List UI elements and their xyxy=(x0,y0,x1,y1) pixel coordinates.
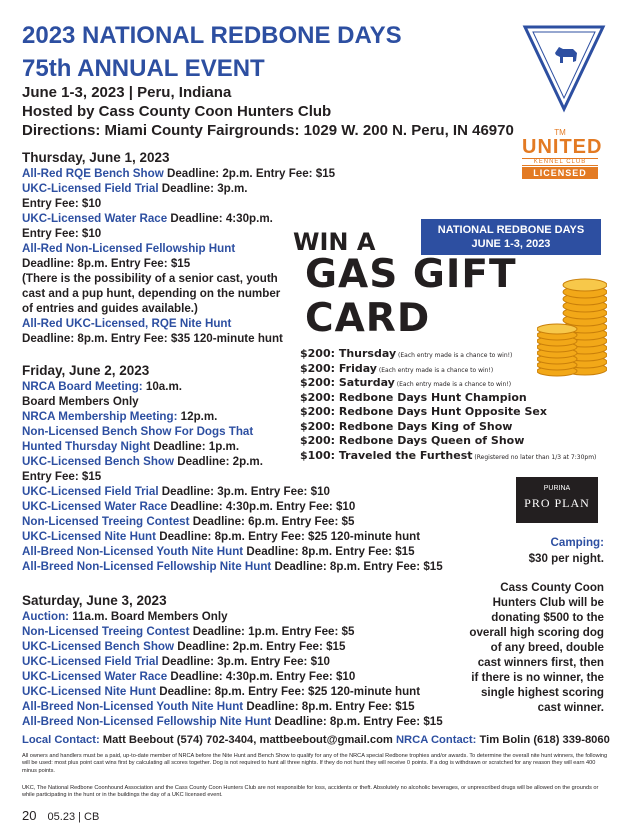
event-name: UKC-Licensed Bench Show xyxy=(22,640,175,653)
event-name: UKC-Licensed Field Trial xyxy=(22,182,159,195)
event-name: All-Breed Non-Licensed Fellowship Nite Hunt xyxy=(22,560,272,573)
donation-line: single highest scoring xyxy=(480,686,604,699)
donation-note xyxy=(443,580,604,715)
prize-note: (Registered no later than 1/3 at 7:30pm) xyxy=(472,453,597,461)
donation-line: donating $500 to the xyxy=(491,611,604,624)
ukc-tm: TM xyxy=(554,128,566,137)
event-details: Deadline: 8p.m. Entry Fee: $15 xyxy=(22,257,191,270)
event-line xyxy=(22,181,335,196)
prize-note: (Each entry made is a chance to win!) xyxy=(394,381,512,388)
event-line xyxy=(22,669,443,684)
thursday-heading: Thursday, June 1, 2023 xyxy=(22,150,170,165)
donation-line: Cass County Coon xyxy=(500,581,604,594)
event-line xyxy=(22,196,335,211)
event-details: Deadline: 4:30p.m. Entry Fee: $10 xyxy=(167,670,356,683)
local-contact-value: Matt Beebout (574) 702-3404, mattbeebout@gmail.com xyxy=(99,734,396,746)
prize-item xyxy=(300,434,524,448)
nrca-logo xyxy=(522,23,606,113)
event-name: All-Red Non-Licensed Fellowship Hunt xyxy=(22,242,236,255)
donation-line: of any breed, double xyxy=(490,641,604,654)
event-details: 12p.m. xyxy=(177,410,218,423)
directions: Directions: Miami County Fairgrounds: 1029 W. 200 N. Peru, IN 46970 xyxy=(22,122,514,139)
ad-gas-gift-card xyxy=(305,253,517,341)
pro-plan-text: PRO PLAN xyxy=(524,496,590,510)
event-name: NRCA Membership Meeting: xyxy=(22,410,178,423)
nrca-contact-label: NRCA Contact: xyxy=(395,734,477,746)
coin-stack-icon xyxy=(537,277,607,377)
event-name: Non-Licensed Bench Show For Dogs That xyxy=(22,425,254,438)
event-name: UKC-Licensed Field Trial xyxy=(22,485,159,498)
event-line xyxy=(22,544,443,559)
event-details: Entry Fee: $15 xyxy=(22,470,102,483)
title-line-2: 75th ANNUAL EVENT xyxy=(22,55,265,82)
event-line xyxy=(22,609,443,624)
ukc-united: UNITED xyxy=(522,136,603,158)
event-details: Deadline: 2p.m. Entry Fee: $15 xyxy=(163,167,336,180)
contact-line xyxy=(22,734,610,746)
hosted-by: Hosted by Cass County Coon Hunters Club xyxy=(22,103,332,120)
event-details: Deadline: 8p.m. Entry Fee: $25 120-minute hunt xyxy=(155,530,421,543)
prize-item xyxy=(300,391,527,405)
page-footer xyxy=(22,808,99,823)
friday-heading: Friday, June 2, 2023 xyxy=(22,363,150,378)
donation-line: cast winner. xyxy=(537,701,604,714)
event-details: Deadline: 1p.m. xyxy=(150,440,240,453)
event-details: 10a.m. xyxy=(142,380,182,393)
event-details: Deadline: 8p.m. Entry Fee: $35 120-minute hunt xyxy=(22,332,283,345)
ukc-kennel-club: KENNEL CLUB xyxy=(522,158,598,166)
prize-text: $200: Redbone Days Hunt Opposite Sex xyxy=(300,405,547,418)
event-details: Deadline: 2p.m. xyxy=(174,455,263,468)
event-details: Deadline: 8p.m. Entry Fee: $25 120-minute hunt xyxy=(155,685,421,698)
donation-line: overall high scoring dog xyxy=(469,626,604,639)
ad-gas-line-1: GAS GIFT xyxy=(305,252,517,297)
event-name: UKC-Licensed Field Trial xyxy=(22,655,159,668)
event-details: Deadline: 3p.m. xyxy=(158,182,248,195)
event-name: UKC-Licensed Nite Hunt xyxy=(22,530,156,543)
event-line xyxy=(22,624,443,639)
local-contact-label: Local Contact: xyxy=(22,734,100,746)
event-details: Deadline: 8p.m. Entry Fee: $15 xyxy=(243,700,415,713)
event-name: UKC-Licensed Bench Show xyxy=(22,455,175,468)
event-details: Deadline: 3p.m. Entry Fee: $10 xyxy=(158,655,330,668)
event-details: Entry Fee: $10 xyxy=(22,197,102,210)
event-line xyxy=(22,639,443,654)
prize-text: $200: Saturday xyxy=(300,376,395,389)
event-line xyxy=(22,469,443,484)
gas-gift-card-ad xyxy=(287,215,605,465)
event-line xyxy=(22,559,443,574)
event-details: Deadline: 8p.m. Entry Fee: $15 xyxy=(243,545,415,558)
donation-line: cast winners first, then xyxy=(477,656,604,669)
event-details: Deadline: 2p.m. Entry Fee: $15 xyxy=(174,640,346,653)
prize-text: $200: Thursday xyxy=(300,347,397,360)
camping-price: $30 per night. xyxy=(528,552,604,565)
title-line-1: 2023 NATIONAL REDBONE DAYS xyxy=(22,22,402,49)
nrca-contact-value: Tim Bolin (618) 339-8060 xyxy=(476,734,610,746)
event-line xyxy=(22,684,443,699)
event-details: of entries and guides available.) xyxy=(22,302,198,315)
event-line xyxy=(22,714,443,729)
prize-item xyxy=(300,449,596,465)
ad-banner-line-2: JUNE 1-3, 2023 xyxy=(471,238,551,250)
event-details: Deadline: 8p.m. Entry Fee: $15 xyxy=(271,560,443,573)
fine-print-rules: All owners and handlers must be a paid, up-to-date member of NRCA before the Nite Hunt and Bench Show to qualify for any of the NRCA special Redbone trophies and/or awards. To determine the overall nite hunt winners, the following will be used: most plus point cast wins first by calculating all scores together. Dog is not required to hunt all three nights. If they do not hunt they will receive 0 points. If a dog is withdrawn or scratched for any reason they will earn 400 minus points. xyxy=(22,753,608,774)
event-name: All-Red RQE Bench Show xyxy=(22,167,164,180)
ukc-licensed: LICENSED xyxy=(522,167,598,179)
event-name: All-Breed Non-Licensed Youth Nite Hunt xyxy=(22,700,244,713)
prize-note: (Each entry made is a chance to win!) xyxy=(376,366,494,374)
event-details: Deadline: 4:30p.m. xyxy=(167,212,273,225)
prize-text: $200: Friday xyxy=(300,361,377,375)
event-details: Entry Fee: $10 xyxy=(22,227,102,240)
footer-info: 05.23 | CB xyxy=(47,811,100,823)
event-line xyxy=(22,529,443,544)
event-details: Deadline: 1p.m. Entry Fee: $5 xyxy=(189,625,355,638)
event-details: Deadline: 6p.m. Entry Fee: $5 xyxy=(189,515,355,528)
event-line xyxy=(22,484,443,499)
donation-line: if there is no winner, the xyxy=(471,671,604,684)
prize-item xyxy=(300,405,547,419)
event-line xyxy=(22,654,443,669)
event-details: Deadline: 3p.m. Entry Fee: $10 xyxy=(158,485,330,498)
page-number: 20 xyxy=(22,808,37,823)
saturday-events xyxy=(22,609,443,729)
event-name: All-Breed Non-Licensed Fellowship Nite Hunt xyxy=(22,715,272,728)
event-line xyxy=(22,699,443,714)
event-line xyxy=(22,166,335,181)
event-name: UKC-Licensed Water Race xyxy=(22,212,168,225)
event-line xyxy=(22,514,443,529)
purina-text: PURINA xyxy=(543,485,571,492)
event-details: Deadline: 4:30p.m. Entry Fee: $10 xyxy=(167,500,356,513)
ad-banner xyxy=(421,219,601,255)
prize-text: $200: Redbone Days King of Show xyxy=(300,419,513,433)
event-details: cast and a pup hunt, depending on the number xyxy=(22,287,281,300)
event-details: (There is the possibility of a senior cast, youth xyxy=(22,272,278,285)
camping-label xyxy=(551,535,604,550)
event-name: All-Breed Non-Licensed Youth Nite Hunt xyxy=(22,545,244,558)
event-name: Hunted Thursday Night xyxy=(22,440,151,453)
prize-item xyxy=(300,420,512,434)
donation-line: Hunters Club will be xyxy=(492,596,604,609)
event-name: UKC-Licensed Water Race xyxy=(22,670,168,683)
ad-gas-line-2: CARD xyxy=(305,296,431,341)
prize-note: (Each entry made is a chance to win!) xyxy=(396,352,513,359)
fine-print-liability: UKC, The National Redbone Coonhound Association and the Cass County Coon Hunters Club are not responsible for loss, accidents or theft. Absolutely no alcoholic beverages, or unprescribed drugs will be allowed on the grounds or while participating in the hunt or in the buildings the day of a UKC licensed event. xyxy=(22,785,599,799)
event-name: NRCA Board Meeting: xyxy=(22,380,143,393)
event-details: Deadline: 8p.m. Entry Fee: $15 xyxy=(271,715,443,728)
event-name: Non-Licensed Treeing Contest xyxy=(22,625,190,638)
event-name: Auction: xyxy=(22,610,70,623)
saturday-heading: Saturday, June 3, 2023 xyxy=(22,593,167,608)
event-line xyxy=(22,499,443,514)
camping-title: Camping: xyxy=(550,536,604,549)
event-name: UKC-Licensed Water Race xyxy=(22,500,168,513)
prize-text: $200: Redbone Days Queen of Show xyxy=(300,434,525,447)
event-name: All-Red UKC-Licensed, RQE Nite Hunt xyxy=(22,317,232,330)
purina-pro-plan-logo xyxy=(516,477,598,523)
event-details: Board Members Only xyxy=(22,395,139,408)
event-name: UKC-Licensed Nite Hunt xyxy=(22,685,156,698)
prize-text: $100: Traveled the Furthest xyxy=(300,448,473,462)
event-dates: June 1-3, 2023 | Peru, Indiana xyxy=(22,84,232,101)
prize-text: $200: Redbone Days Hunt Champion xyxy=(300,390,527,404)
event-details: 11a.m. Board Members Only xyxy=(69,610,228,623)
event-name: Non-Licensed Treeing Contest xyxy=(22,515,190,528)
ad-banner-line-1: NATIONAL REDBONE DAYS xyxy=(437,224,585,236)
ad-win: WIN A xyxy=(293,228,376,256)
ukc-licensed-logo xyxy=(522,128,603,179)
